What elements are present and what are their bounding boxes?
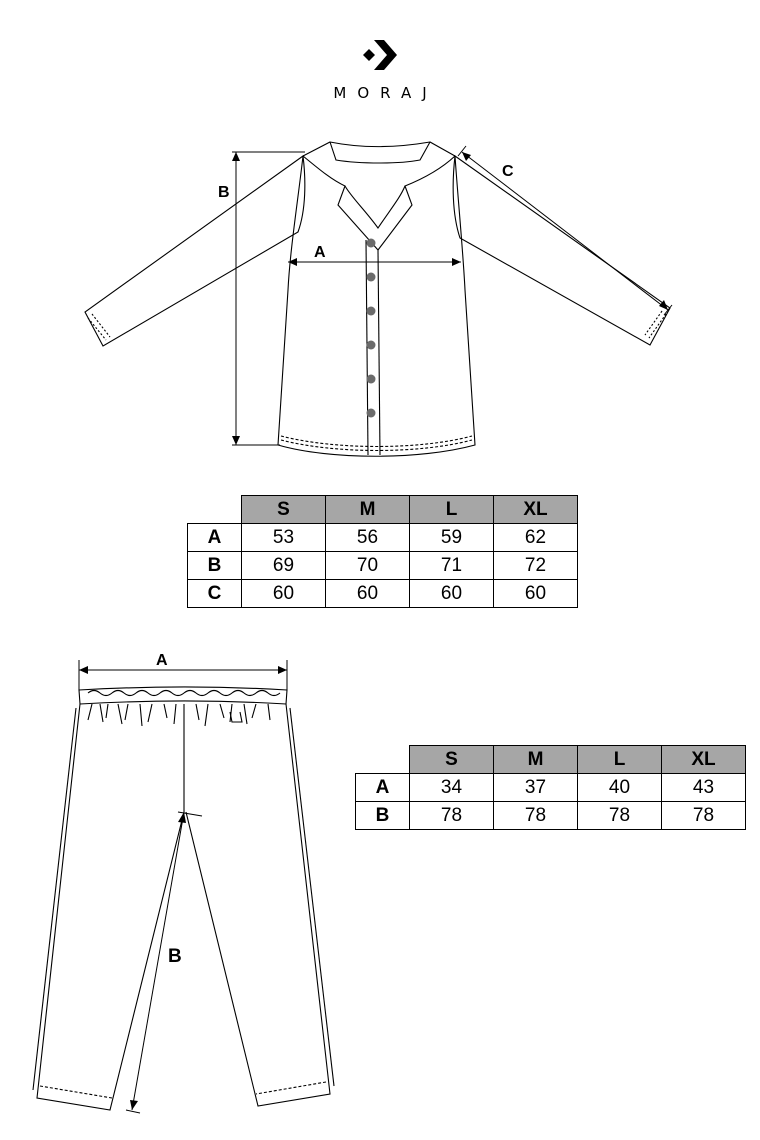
size-header: L bbox=[410, 496, 494, 524]
table-cell: 72 bbox=[494, 552, 578, 580]
shirt-label-b: B bbox=[218, 184, 230, 201]
table-cell: 60 bbox=[326, 580, 410, 608]
trousers-diagram bbox=[0, 640, 360, 1130]
row-label: A bbox=[356, 774, 410, 802]
shirt-label-a: A bbox=[314, 244, 326, 261]
table-cell: 78 bbox=[494, 802, 578, 830]
table-row bbox=[356, 774, 746, 802]
trousers-size-table bbox=[355, 745, 746, 830]
trousers-label-a: A bbox=[156, 652, 168, 669]
table-cell: 78 bbox=[662, 802, 746, 830]
table-cell: 70 bbox=[326, 552, 410, 580]
table-cell: 60 bbox=[494, 580, 578, 608]
table-corner-cell bbox=[188, 496, 242, 524]
table-corner-cell bbox=[356, 746, 410, 774]
table-cell: 59 bbox=[410, 524, 494, 552]
table-row bbox=[188, 552, 578, 580]
table-cell: 60 bbox=[410, 580, 494, 608]
table-cell: 43 bbox=[662, 774, 746, 802]
table-cell: 34 bbox=[410, 774, 494, 802]
row-label: C bbox=[188, 580, 242, 608]
table-cell: 60 bbox=[242, 580, 326, 608]
table-cell: 78 bbox=[410, 802, 494, 830]
size-header: M bbox=[326, 496, 410, 524]
size-header: S bbox=[410, 746, 494, 774]
row-label: B bbox=[188, 552, 242, 580]
shirt-label-c: C bbox=[502, 163, 514, 180]
table-cell: 78 bbox=[578, 802, 662, 830]
table-cell: 62 bbox=[494, 524, 578, 552]
table-row bbox=[356, 802, 746, 830]
table-cell: 71 bbox=[410, 552, 494, 580]
size-header: M bbox=[494, 746, 578, 774]
trousers-label-b: B bbox=[168, 946, 182, 967]
size-header: XL bbox=[662, 746, 746, 774]
brand-name: MORAJ bbox=[333, 84, 438, 102]
size-header: S bbox=[242, 496, 326, 524]
row-label: A bbox=[188, 524, 242, 552]
table-cell: 56 bbox=[326, 524, 410, 552]
size-header: L bbox=[578, 746, 662, 774]
shirt-size-table bbox=[187, 495, 578, 608]
table-cell: 37 bbox=[494, 774, 578, 802]
size-header: XL bbox=[494, 496, 578, 524]
table-cell: 40 bbox=[578, 774, 662, 802]
table-cell: 53 bbox=[242, 524, 326, 552]
table-row bbox=[188, 580, 578, 608]
shirt-diagram bbox=[0, 0, 760, 470]
row-label: B bbox=[356, 802, 410, 830]
table-header-row bbox=[188, 496, 578, 524]
table-cell: 69 bbox=[242, 552, 326, 580]
table-header-row bbox=[356, 746, 746, 774]
table-row bbox=[188, 524, 578, 552]
